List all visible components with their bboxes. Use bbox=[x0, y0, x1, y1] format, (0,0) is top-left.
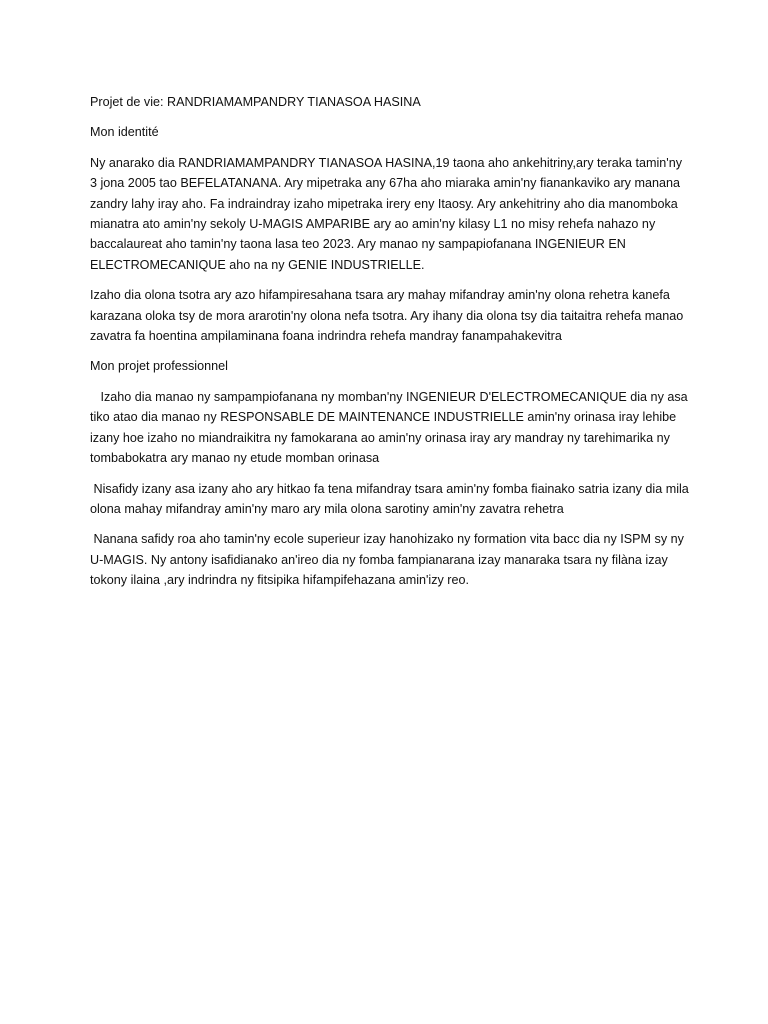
section-heading-identity: Mon identité bbox=[90, 125, 159, 140]
section-heading-professional: Mon projet professionnel bbox=[90, 359, 228, 374]
paragraph-professional-2: Nisafidy izany asa izany aho ary hitkao fa tena mifandray tsara amin'ny fomba fiainako satria izany dia mila olona mahay mifandray amin'ny maro ary mila olona sarotiny amin'ny zavatra rehetra bbox=[90, 481, 693, 516]
paragraph-professional-1: Izaho dia manao ny sampampiofanana ny momban'ny INGENIEUR D'ELECTROMECANIQUE dia ny asa tiko atao dia manao ny RESPONSABLE DE MAINTENANCE INDUSTRIELLE amin'ny orinasa iray lehibe izany hoe izaho no miandraikitra ny famokarana ao amin'ny orinasa iray ary mandray ny tarehimarika ny tombabokatra ary manao ny etude momban orinasa bbox=[90, 389, 692, 466]
paragraph-identity-1: Ny anarako dia RANDRIAMAMPANDRY TIANASOA HASINA,19 taona aho ankehitriny,ary teraka tamin'ny 3 jona 2005 tao BEFELATANANA. Ary mipetraka any 67ha aho miaraka amin'ny fianankaviko ary manana zandry lahy iray aho. Fa indraindray izaho mipetraka irery eny Itaosy. Ary ankehitriny aho dia manomboka mianatra ato amin'ny sekoly U-MAGIS AMPARIBE ary ao amin'ny kilasy L1 no misy rehefa nahazo ny baccalaureat aho tamin'ny taona lasa teo 2023. Ary manao ny sampapiofanana INGENIEUR EN ELECTROMECANIQUE aho na ny GENIE INDUSTRIELLE. bbox=[90, 155, 682, 272]
paragraph-identity-2: Izaho dia olona tsotra ary azo hifampiresahana tsara ary mahay mifandray amin'ny olona rehetra kanefa karazana oloka tsy de mora ararotin'ny olona nefa tsotra. Ary ihany dia olona tsy dia taitaitra rehefa manao zavatra fa hoentina ampilaminana foana indrindra rehefa mandray fanampahakevitra bbox=[90, 288, 684, 344]
document-title: Projet de vie: RANDRIAMAMPANDRY TIANASOA HASINA bbox=[90, 95, 421, 109]
document-page bbox=[90, 92, 693, 601]
paragraph-professional-3: Nanana safidy roa aho tamin'ny ecole superieur izay hanohizako ny formation vita bacc dia ny ISPM sy ny U-MAGIS. Ny antony isafidianako an'ireo dia ny fomba fampianarana izay manaraka tsara ny filàna izay tokony ilaina ,ary indrindra ny fitsipika hifampifehazana amin'izy reo. bbox=[90, 532, 688, 588]
